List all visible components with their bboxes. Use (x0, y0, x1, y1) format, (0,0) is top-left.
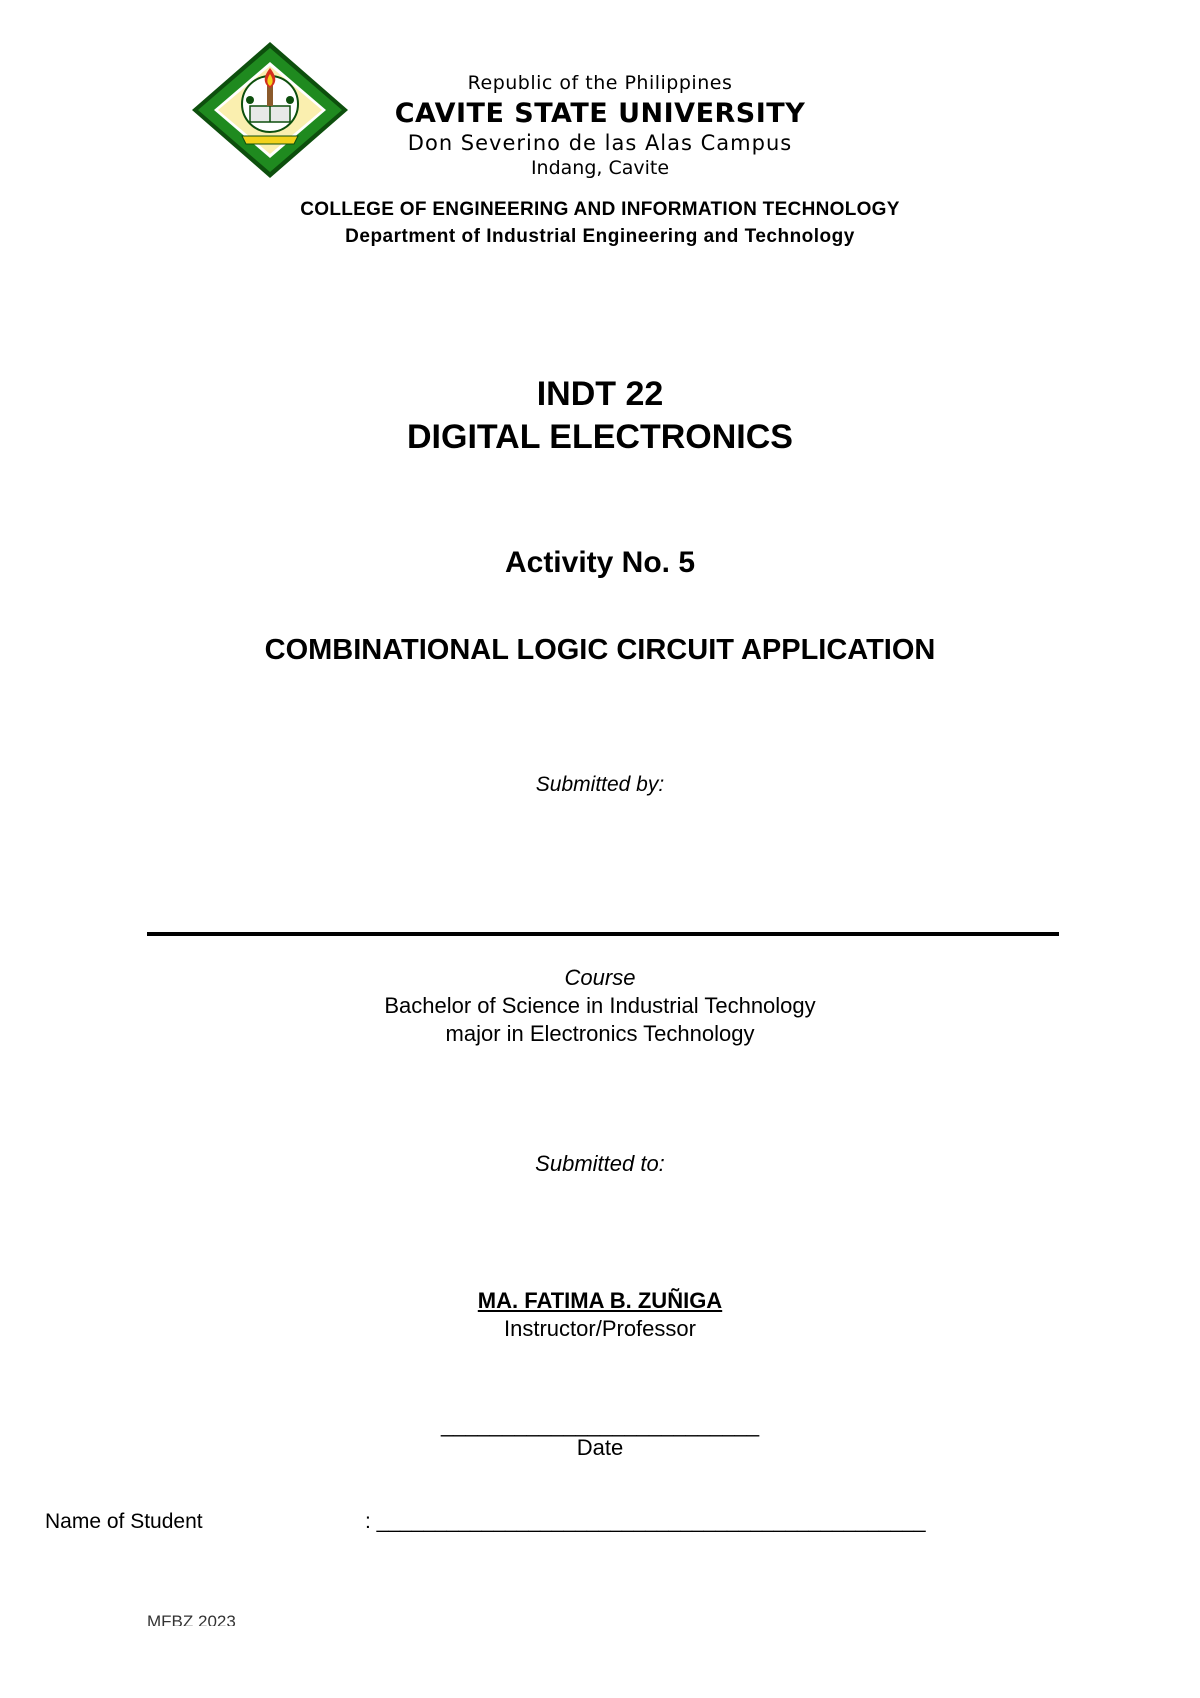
instructor-name: MA. FATIMA B. ZUÑIGA (477, 1288, 723, 1313)
name-signature-line (147, 932, 1059, 936)
footer-code: MFBZ 2023 (147, 1612, 236, 1626)
college-name: COLLEGE OF ENGINEERING AND INFORMATION TECHNOLOGY (300, 199, 900, 220)
date-label: Date (576, 1435, 624, 1460)
activity-title: COMBINATIONAL LOGIC CIRCUIT APPLICATION (264, 634, 936, 666)
department-name: Department of Industrial Engineering and Technology (345, 226, 855, 247)
campus-location: Indang, Cavite (530, 157, 670, 179)
date-blank-line: __________________________ (440, 1412, 760, 1437)
course-code: INDT 22 (536, 375, 664, 413)
activity-number: Activity No. 5 (504, 546, 696, 579)
instructor-role: Instructor/Professor (504, 1316, 696, 1341)
student-name-blank-line: : _______________________________________________ (365, 1510, 926, 1533)
campus-name: Don Severino de las Alas Campus (407, 131, 793, 155)
course-line-1: Bachelor of Science in Industrial Technology (384, 993, 816, 1018)
student-name-label: Name of Student (45, 1510, 203, 1533)
submitted-by-label: Submitted by: (535, 773, 665, 796)
course-subject: DIGITAL ELECTRONICS (407, 418, 793, 456)
submitted-to-label: Submitted to: (535, 1151, 665, 1176)
course-label: Course (564, 965, 636, 990)
republic-line: Republic of the Philippines (467, 72, 733, 94)
university-name: CAVITE STATE UNIVERSITY (394, 98, 806, 129)
course-line-2: major in Electronics Technology (445, 1021, 755, 1046)
